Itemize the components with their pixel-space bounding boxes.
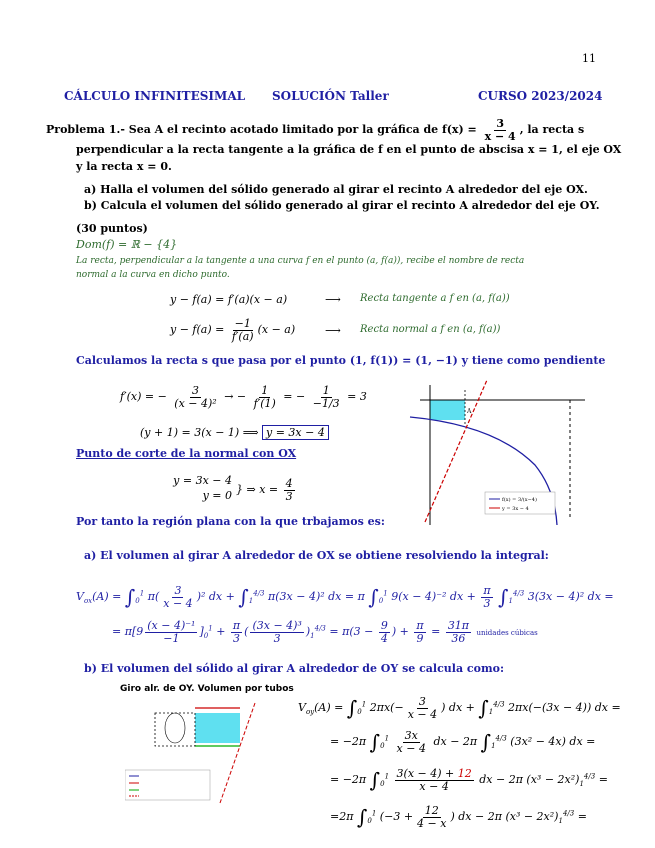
header-year: CURSO 2023/2024 <box>478 89 603 103</box>
oy-lim-43d: 4/3 <box>562 809 575 818</box>
region-fill <box>430 400 465 420</box>
lim-43b: 4/3 <box>513 589 525 598</box>
vox-l2-d1: −1 <box>163 631 180 645</box>
vox-t1-end: ² dx + <box>200 590 235 604</box>
oy-lim-0c: 0 <box>380 780 385 789</box>
problem-line-2: perpendicular a la recta tangente a la gráfica de f en el punto de abscisa x = 1, el eje OX <box>76 143 622 156</box>
normal-definition-1: La recta, perpendicular a la tangente a una curva f en el punto (a, f(a)), recibe el nombre de recta <box>76 256 525 266</box>
f-numerator: 3 <box>496 117 504 130</box>
vox-t5: 3(3x − 4)² dx = <box>527 590 614 604</box>
line-eq-boxed: y = 3x − 4 <box>262 425 329 440</box>
oy-lim-1f: 1 <box>579 780 584 789</box>
derivative-line <box>120 385 367 409</box>
lim-1e: 1 <box>208 624 213 633</box>
normal-arrow: ⟶ <box>325 324 341 337</box>
normal-eq-right: (x − a) <box>257 323 296 337</box>
vox-l2-plus: + <box>399 625 409 639</box>
tangent-arrow: ⟶ <box>325 293 341 306</box>
tube-outline <box>155 713 195 746</box>
deriv-d3: −1/3 <box>312 396 340 410</box>
vox-l2-mid: + <box>216 625 226 639</box>
cut-title: Punto de corte de la normal con OX <box>76 447 297 460</box>
voy-l1-num: 3 <box>418 695 426 708</box>
oy-integral-5: ∫ <box>369 768 381 793</box>
deriv-n2: 1 <box>261 384 269 397</box>
voy-l2: = −2π <box>330 735 367 749</box>
oy-lim-43b: 4/3 <box>495 734 507 743</box>
deriv-result: = 3 <box>347 390 367 404</box>
region-text: Por tanto la región plana con la que trbajamos es: <box>76 515 385 528</box>
legend-s: y = 3x − 4 <box>502 506 529 512</box>
deriv-d2: f′(1) <box>253 396 276 410</box>
system-eq-1: y = 3x − 4 <box>173 474 232 487</box>
lim-1f: 1 <box>310 632 315 641</box>
lim-0: 0 <box>135 597 140 606</box>
voy-l1: (A) = <box>314 701 344 715</box>
problem-text-start: Sea A el recinto acotado limitado por la gráfica de f(x) = <box>128 123 477 137</box>
deriv-n3: 1 <box>322 384 330 397</box>
system-result <box>236 478 297 502</box>
vox-l2-d2: 3 <box>273 631 281 645</box>
lim-43: 4/3 <box>253 589 265 598</box>
vox-l2-n1: (x − 4)⁻¹ <box>147 619 196 632</box>
oy-lim-1c: 1 <box>384 734 390 743</box>
normal-label: Recta normal a f en (a, f(a)) <box>360 324 501 335</box>
voy-l1b: dx + <box>448 701 475 715</box>
volume-oy-line-1: $V_{oy}(A) = \int_0^1$ 2πx(− $\frac{3}{x - 4}$ ) dx + $\int_1^{4/3}$ 2πx(−(3x − 4)) dx = <box>298 695 621 721</box>
lim-1c: 1 <box>383 589 388 598</box>
lim-43c: 4/3 <box>314 624 326 633</box>
voy-l4-num: 12 <box>424 804 439 817</box>
vox-l2-d3: 4 <box>380 631 388 645</box>
oy-lim-43: 4/3 <box>493 700 505 709</box>
lim-1d: 1 <box>508 597 513 606</box>
section-b: b) El volumen del sólido al girar A alrededor de OY se calcula como: <box>84 662 505 675</box>
vox-lhs: V <box>76 590 84 604</box>
oy-integral-6: ∫ <box>356 805 368 830</box>
tube-ellipse <box>165 713 185 743</box>
voy-l4a: −3 + <box>384 810 414 824</box>
oy-lim-1d: 1 <box>491 742 496 751</box>
voy-l3b: dx − 2π (x³ − 2x²) <box>479 773 580 787</box>
normal-eq-den: f′(a) <box>231 329 254 343</box>
tube-region <box>195 713 240 743</box>
tubes-legend <box>125 770 210 800</box>
lim-1b: 1 <box>248 597 254 606</box>
vox-l2-d5: 36 <box>451 631 466 645</box>
oy-integral-1: ∫ <box>346 696 358 721</box>
header-course: CÁLCULO INFINITESIMAL <box>64 89 246 103</box>
problem-part-b: b) Calcula el volumen del sólido generado al girar el recinto A alrededor del eje OY. <box>84 199 600 212</box>
problem-text-end: , la recta s <box>519 123 585 137</box>
integral-sign-2: ∫ <box>238 585 249 610</box>
region-graph <box>405 380 585 530</box>
oy-lim-1: 1 <box>361 700 367 709</box>
vox-t1-num: 3 <box>174 584 182 597</box>
oy-integral-4: ∫ <box>480 730 492 755</box>
vox-arg: (A) = <box>92 590 122 604</box>
normal-equation <box>170 318 295 342</box>
vox-l2-n5: 31π <box>447 619 470 632</box>
page-number: 11 <box>582 52 596 65</box>
lim-1: 1 <box>139 589 145 598</box>
voy-l1c: 2πx(−(3x − 4)) dx = <box>508 701 621 715</box>
integral-sign-4: ∫ <box>498 585 509 610</box>
deriv-lhs: f′(x) = − <box>120 390 167 404</box>
points: (30 puntos) <box>76 222 148 235</box>
normal-definition-2: normal a la curva en dicho punto. <box>76 270 230 280</box>
problem-line-1 <box>46 118 584 142</box>
normal-eq-num: −1 <box>234 317 251 330</box>
voy-l4-end: = <box>577 810 587 824</box>
vox-l2-res: = π <box>329 625 350 639</box>
volume-oy-line-3 <box>330 768 608 792</box>
voy-l4b: dx − 2π (x³ − 2x²) <box>458 810 559 824</box>
line-equation <box>140 426 329 439</box>
oy-lim-43c: 4/3 <box>583 772 596 781</box>
vox-l2-n3: 9 <box>380 619 388 632</box>
section-a: a) El volumen al girar A alrededor de OX se obtiene resolviendo la integral: <box>84 549 549 562</box>
problem-line-3: y la recta x = 0. <box>76 160 172 173</box>
voy-l4: =2π <box>330 810 354 824</box>
legend-f: f(x) = 3/(x−4) <box>502 497 537 503</box>
voy-l3-num-a: 3(x − 4) + <box>396 767 455 780</box>
integral-sign-3: ∫ <box>368 585 379 610</box>
deriv-n1: 3 <box>192 384 199 397</box>
integral-sign: ∫ <box>124 585 136 610</box>
oy-lim-0: 0 <box>357 708 362 717</box>
vox-t3: 9(x − 4)⁻² dx + <box>391 590 476 604</box>
header-solution: SOLUCIÓN Taller <box>272 89 389 103</box>
voy-l3-end: = <box>598 773 608 787</box>
volume-ox-line-1: $V_{ox}(A) = \int_0^1$ π( $\frac{3}{x - 4}$ )² dx + $\int_1^{4/3}$ π(3x − 4)² dx = π $\int_0^1$ 9(x − 4)⁻² dx + $\frac{\pi}{3}$ $\int_1^{4/3}$ 3(3x − 4)² dx = <box>76 584 614 610</box>
tangent-label: Recta tangente a f en (a, f(a)) <box>360 293 510 304</box>
domain-text: Dom(f) = ℝ − {4} <box>76 238 178 251</box>
voy-l1-den: x − 4 <box>407 707 438 721</box>
oy-lim-0d: 0 <box>367 817 372 826</box>
system-eq-2: y = 0 <box>202 489 232 502</box>
f-denominator: x − 4 <box>484 129 516 143</box>
vox-sub: ox <box>83 597 93 606</box>
point-label: A <box>467 408 472 415</box>
oy-integral-3: ∫ <box>369 730 381 755</box>
voy-l2c: (3x² − 4x) dx = <box>510 735 596 749</box>
vox-t1-den: x − 4 <box>163 596 193 610</box>
calc-line: Calculamos la recta s que pasa por el punto (1, f(1)) = (1, −1) y tiene como pendiente <box>76 354 606 367</box>
voy-l2-den: x − 4 <box>396 741 426 755</box>
vox-t2: π(3x − 4)² dx = π <box>268 590 365 604</box>
vox-l2-d4: 9 <box>416 631 424 645</box>
tangent-equation: y − f(a) = f′(a)(x − a) <box>170 293 288 306</box>
voy-l1a: 2πx <box>369 701 391 715</box>
vox-l2a: = π <box>112 625 132 639</box>
vox-units: unidades cúbicas <box>476 629 538 638</box>
volume-ox-line-2: = π[9 $\frac{\text{(x − 4)⁻¹}}{-1}$ ]$_0^1$ + $\frac{\pi}{3}$ ( $\frac{\text{(3x − 4)³}}{3}$ )$_1^{4/3} = \pi(3$ − $\frac{9}{4}$ ) + $\frac{\pi}{9}$ = $\frac{31\pi}{36}$ unidades cúbicas <box>112 619 538 645</box>
voy-lhs: V <box>298 701 306 715</box>
voy-sub: oy <box>305 708 315 717</box>
vox-l2-eq: = <box>431 625 441 639</box>
voy-l4-den: 4 − x <box>417 816 447 830</box>
lim-0b: 0 <box>378 597 384 606</box>
deriv-d1: (x − 4)² <box>174 396 217 410</box>
lim-0c: 0 <box>203 632 209 641</box>
oy-integral-2: ∫ <box>478 696 489 721</box>
normal-eq-left: y − f(a) = <box>170 323 225 337</box>
vox-l2-pi: π <box>232 619 241 632</box>
vox-l2-3: 3 <box>233 631 241 645</box>
deriv-arrow: → − <box>224 390 247 404</box>
graph2-title: Giro alr. de OY. Volumen por tubos <box>120 684 294 694</box>
voy-l3-den: x − 4 <box>419 779 449 793</box>
oy-lim-1e: 1 <box>384 772 390 781</box>
voy-l3: = −2π <box>330 773 367 787</box>
volume-oy-line-2 <box>330 730 595 754</box>
oy-lim-1g: 1 <box>371 809 377 818</box>
voy-l3-num-red: 12 <box>457 767 472 780</box>
oy-lim-1b: 1 <box>488 708 494 717</box>
system-den: 3 <box>285 489 293 503</box>
oy-lim-1h: 1 <box>558 817 563 826</box>
deriv-eq: = − <box>283 390 306 404</box>
problem-part-a: a) Halla el volumen del sólido generado al girar el recinto A alrededor del eje OX. <box>84 183 588 196</box>
vox-t4-den: 3 <box>483 596 491 610</box>
volume-oy-line-4: =2π $\int_0^1$ (−3 + $\frac{12}{4 - x}$ ) dx − 2π $(x^3 - 2x^2)_1^{4/3}$ = <box>330 804 587 830</box>
tubes-graph <box>125 698 285 808</box>
line-eq-text: (y + 1) = 3(x − 1) ⟹ <box>140 426 259 439</box>
problem-label: Problema 1.- <box>46 123 125 137</box>
vox-l2-n2: (3x − 4)³ <box>252 619 302 632</box>
vox-l2-n4: π <box>416 619 424 632</box>
system-num: 4 <box>285 477 293 490</box>
oy-lim-0b: 0 <box>380 742 385 751</box>
voy-l2b: dx − 2π <box>433 735 478 749</box>
voy-l2-num: 3x <box>404 729 418 742</box>
vox-t4-num: π <box>483 584 491 597</box>
system-result-text: } ⇒ x = <box>236 483 279 497</box>
vox-t1: π <box>147 590 155 604</box>
